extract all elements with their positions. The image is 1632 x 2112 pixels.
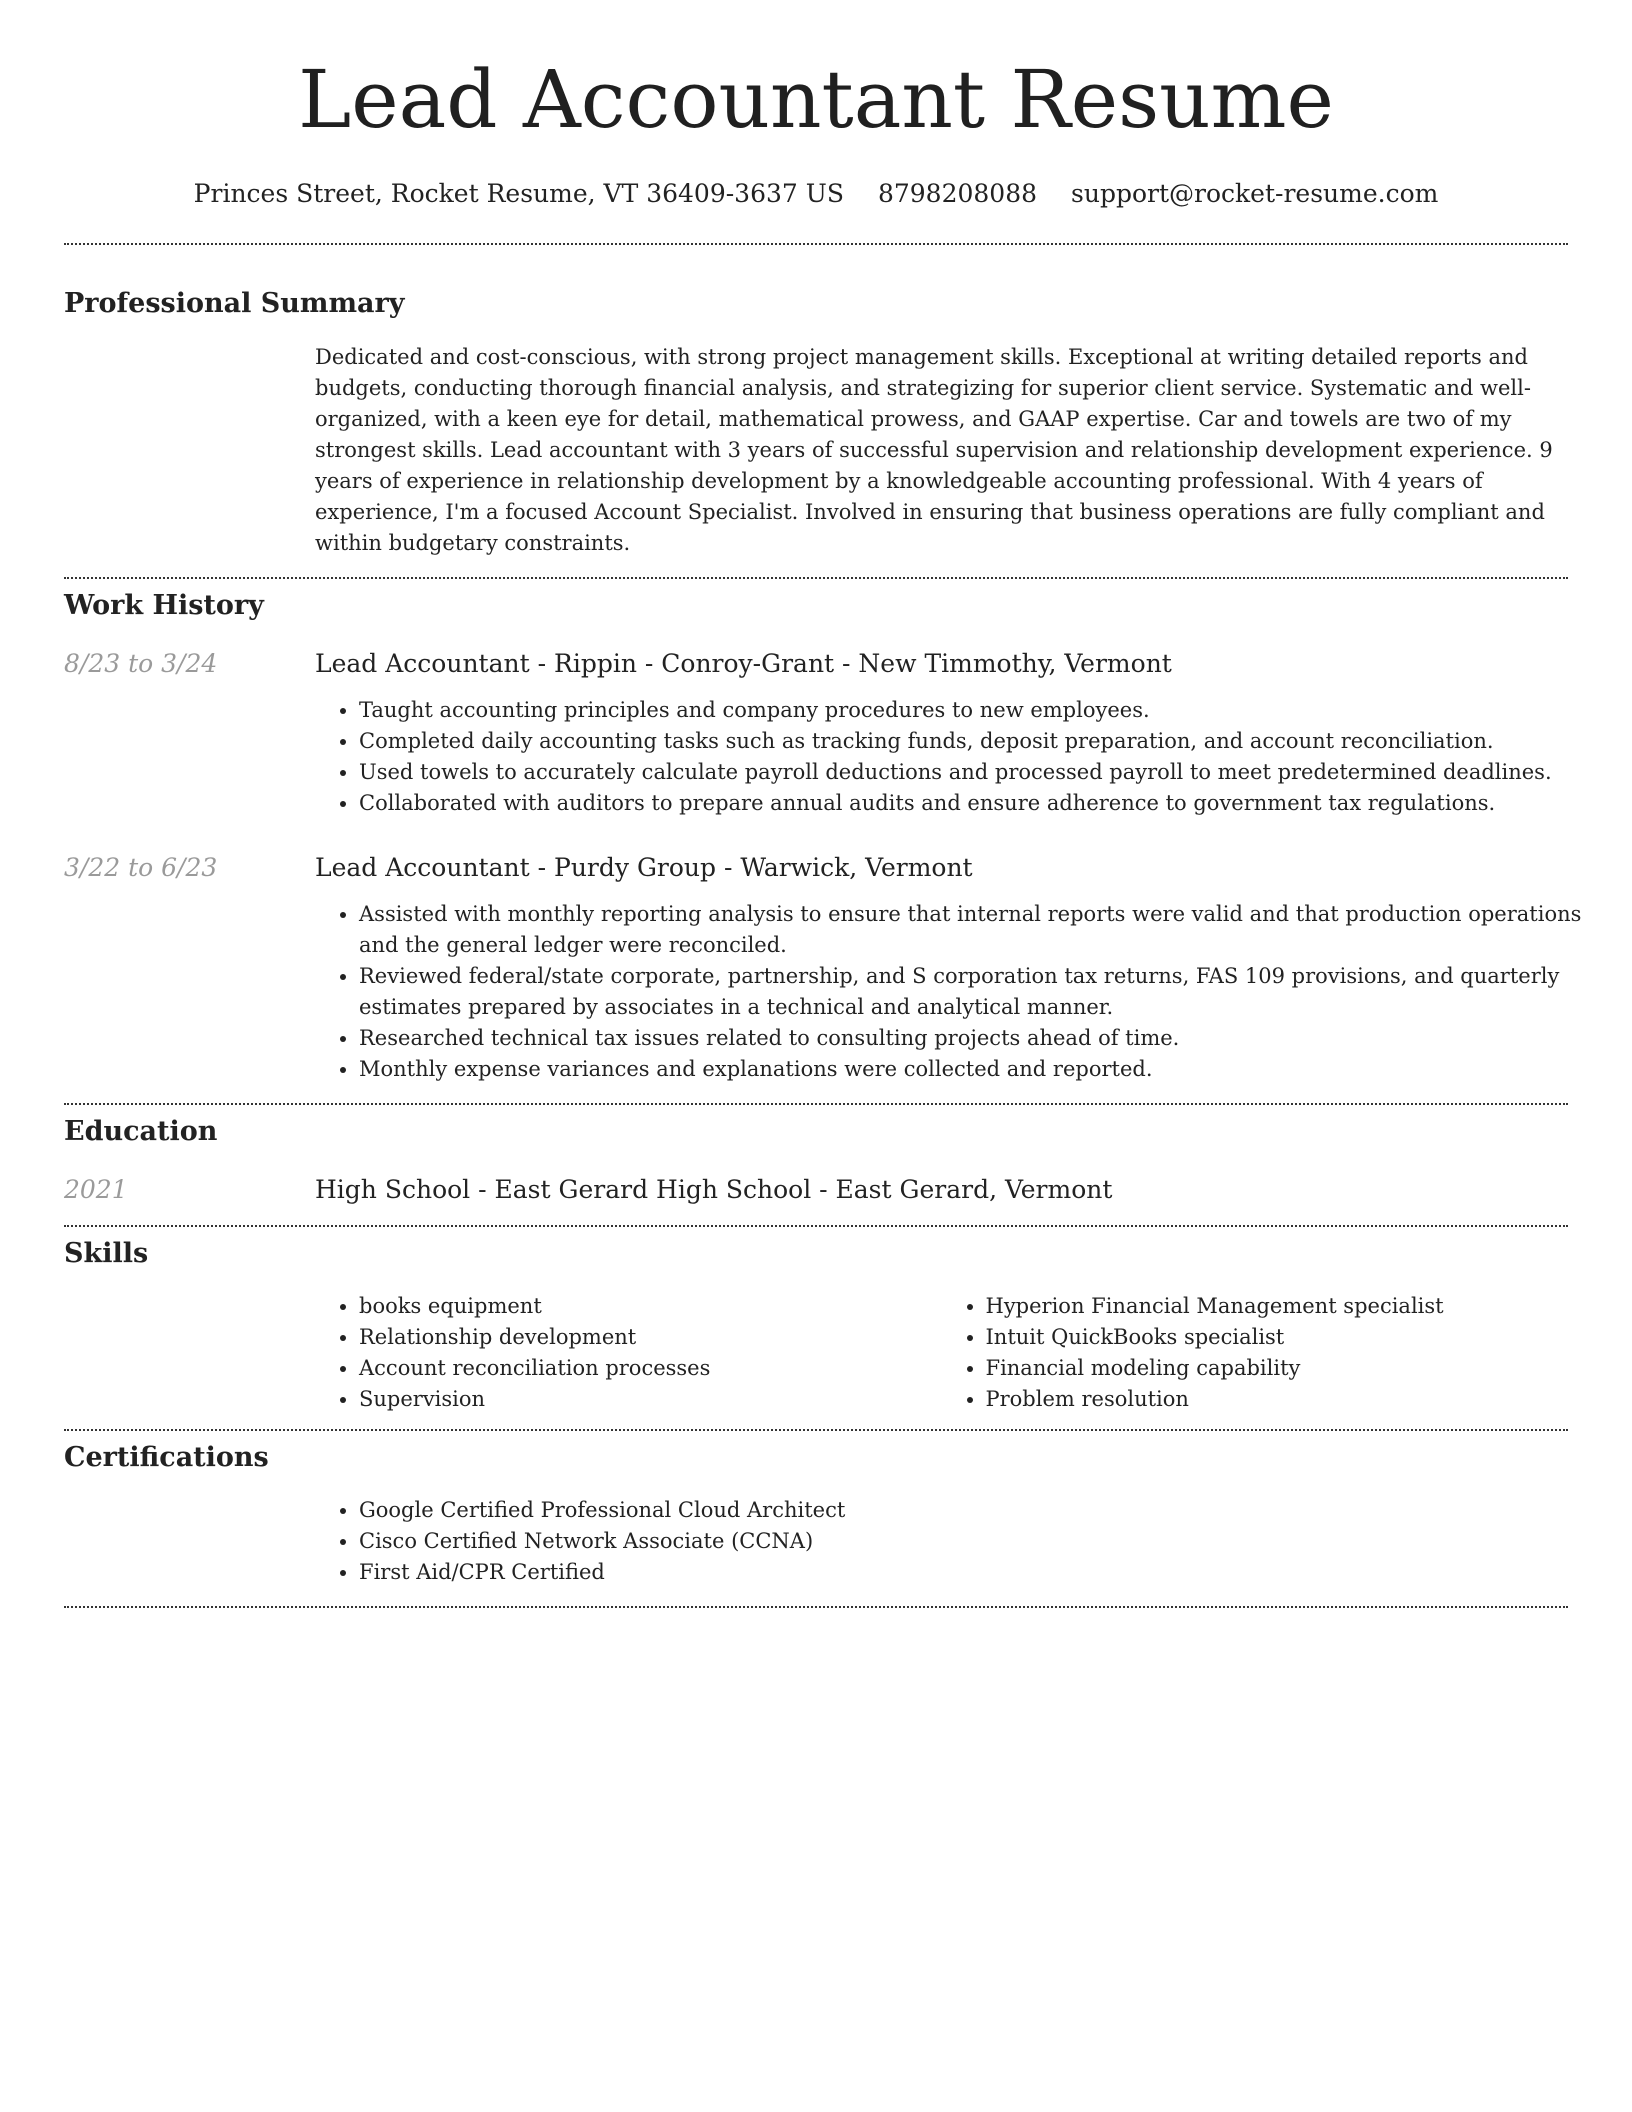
contact-line bbox=[64, 178, 1568, 210]
divider bbox=[64, 1429, 1568, 1431]
job-entry bbox=[64, 647, 1568, 819]
job-dates: 3/22 to 6/23 bbox=[64, 853, 218, 882]
skills-section bbox=[64, 1237, 1568, 1415]
divider bbox=[64, 577, 1568, 579]
skill-item: • Problem resolution bbox=[986, 1384, 1569, 1415]
certification-item: • First Aid/CPR Certified bbox=[359, 1557, 1612, 1588]
divider bbox=[64, 243, 1568, 245]
page-title: Lead Accountant Resume bbox=[298, 53, 1334, 146]
list-item: • Completed daily accounting tasks such as tracking funds, deposit preparation, and account reconciliation. bbox=[359, 726, 1612, 757]
summary-text: Dedicated and cost-conscious, with strong project management skills. Exceptional at writing detailed reports and budgets, conducting thorough financial analysis, and strategizing for superior client service. Systematic and well-organized, with a keen eye for detail, mathematical prowess, and GAAP expertise. Car and towels are two of my strongest skills. Lead accountant with 3 years of successful supervision and relationship development experience. 9 years of experience in relationship development by a knowledgeable accounting professional. With 4 years of experience, I'm a focused Account Specialist. Involved in ensuring that business operations are fully compliant and within budgetary constraints. bbox=[315, 345, 1553, 555]
job-bullets bbox=[315, 899, 1612, 1085]
skills-list-right bbox=[942, 1291, 1569, 1415]
skill-item: • books equipment bbox=[359, 1291, 942, 1322]
certifications-list bbox=[315, 1495, 1612, 1588]
education-title: High School - East Gerard High School - East Gerard, Vermont bbox=[315, 1175, 1113, 1204]
certification-item: • Google Certified Professional Cloud Architect bbox=[359, 1495, 1612, 1526]
skill-item: • Financial modeling capability bbox=[986, 1353, 1569, 1384]
resume-page bbox=[64, 0, 1582, 1608]
skill-item: • Intuit QuickBooks specialist bbox=[986, 1322, 1569, 1353]
list-item: • Collaborated with auditors to prepare annual audits and ensure adherence to government tax regulations. bbox=[359, 788, 1612, 819]
job-title: Lead Accountant - Rippin - Conroy-Grant - New Timmothy, Vermont bbox=[315, 649, 1172, 678]
phone: 8798208088 bbox=[877, 179, 1038, 208]
section-title-certifications: Certifications bbox=[64, 1442, 269, 1473]
skill-item: • Account reconciliation processes bbox=[359, 1353, 942, 1384]
certifications-section bbox=[64, 1441, 1568, 1588]
job-title: Lead Accountant - Purdy Group - Warwick, Vermont bbox=[315, 853, 973, 882]
divider bbox=[64, 1225, 1568, 1227]
job-entry bbox=[64, 851, 1582, 1085]
job-dates: 8/23 to 3/24 bbox=[64, 649, 218, 678]
section-title-work: Work History bbox=[64, 590, 264, 621]
address: Princes Street, Rocket Resume, VT 36409-3637 US bbox=[193, 179, 844, 208]
list-item: • Researched technical tax issues related to consulting projects ahead of time. bbox=[359, 1023, 1612, 1054]
section-title-skills: Skills bbox=[64, 1238, 149, 1269]
list-item: • Used towels to accurately calculate payroll deductions and processed payroll to meet predetermined deadlines. bbox=[359, 757, 1612, 788]
skills-grid bbox=[315, 1291, 1568, 1415]
divider bbox=[64, 1103, 1568, 1105]
education-dates: 2021 bbox=[64, 1175, 128, 1204]
section-title-summary: Professional Summary bbox=[64, 288, 405, 319]
email: support@rocket-resume.com bbox=[1071, 179, 1439, 208]
skill-item: • Hyperion Financial Management specialist bbox=[986, 1291, 1569, 1322]
certification-item: • Cisco Certified Network Associate (CCNA) bbox=[359, 1526, 1612, 1557]
work-section bbox=[64, 589, 1582, 1085]
list-item: • Taught accounting principles and company procedures to new employees. bbox=[359, 695, 1612, 726]
skill-item: • Relationship development bbox=[359, 1322, 942, 1353]
summary-section bbox=[64, 287, 1568, 559]
list-item: • Monthly expense variances and explanations were collected and reported. bbox=[359, 1054, 1612, 1085]
list-item: • Assisted with monthly reporting analysis to ensure that internal reports were valid and that production operations and the general ledger were reconciled. bbox=[359, 899, 1612, 961]
divider bbox=[64, 1606, 1568, 1608]
education-entry bbox=[64, 1173, 1568, 1207]
list-item: • Reviewed federal/state corporate, partnership, and S corporation tax returns, FAS 109 provisions, and quarterly estimates prepared by associates in a technical and analytical manner. bbox=[359, 961, 1612, 1023]
skill-item: • Supervision bbox=[359, 1384, 942, 1415]
job-bullets bbox=[315, 695, 1612, 819]
section-title-education: Education bbox=[64, 1116, 218, 1147]
skills-list-left bbox=[315, 1291, 942, 1415]
education-section bbox=[64, 1115, 1568, 1207]
